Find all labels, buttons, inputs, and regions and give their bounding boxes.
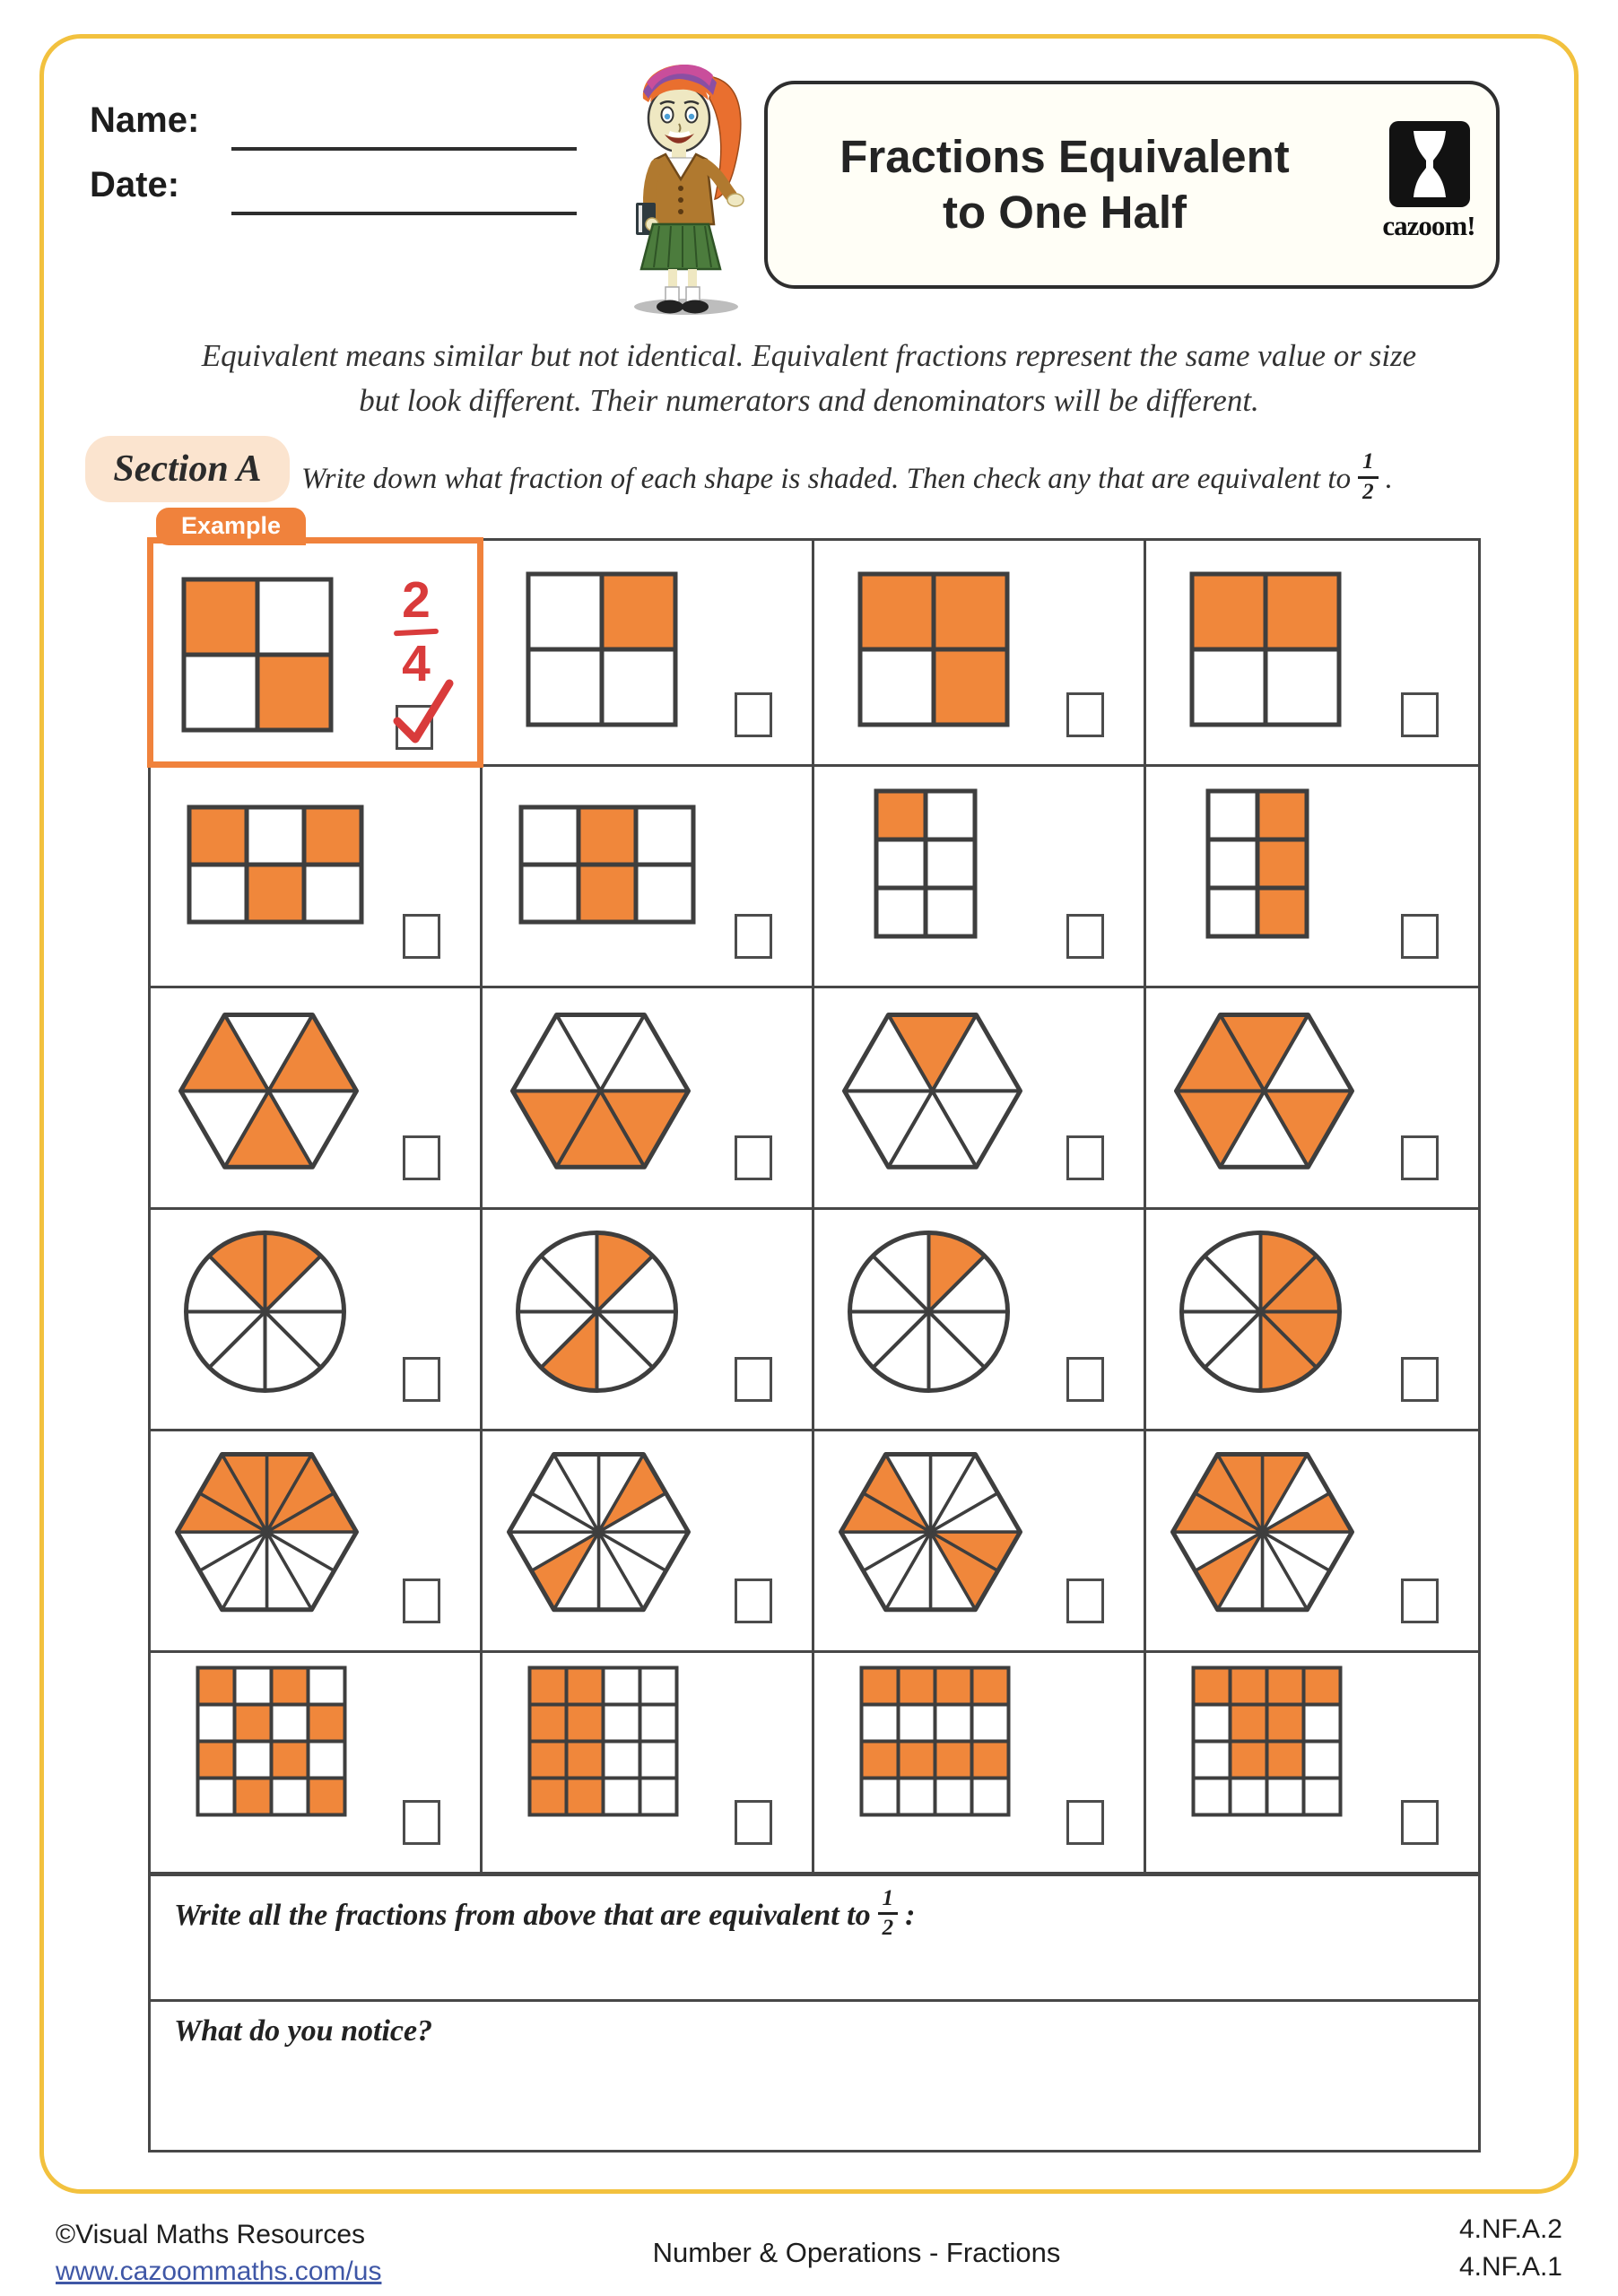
fraction-cell bbox=[483, 767, 814, 988]
intro-text bbox=[108, 334, 1510, 422]
notice-row bbox=[151, 2002, 1478, 2134]
fraction-shape bbox=[527, 1665, 679, 1817]
fraction-denominator: 2 bbox=[1362, 479, 1374, 504]
fraction-cell bbox=[1146, 1653, 1478, 1874]
fraction-shape bbox=[857, 571, 1010, 727]
footer-topic: Number & Operations - Fractions bbox=[652, 2237, 1061, 2268]
equivalent-checkbox[interactable] bbox=[1401, 1135, 1439, 1180]
fraction-shape bbox=[506, 1451, 692, 1613]
example-answer-fraction bbox=[376, 571, 457, 692]
example-checkmark-icon bbox=[390, 674, 457, 746]
fraction-cell bbox=[1146, 541, 1478, 767]
equivalent-checkbox[interactable] bbox=[1401, 1800, 1439, 1845]
equivalent-checkbox[interactable] bbox=[1401, 692, 1439, 737]
title-box bbox=[764, 81, 1500, 289]
equivalent-checkbox[interactable] bbox=[403, 1357, 440, 1402]
fraction-shape bbox=[1191, 1665, 1343, 1817]
fraction-cell bbox=[151, 988, 483, 1210]
equivalent-checkbox[interactable] bbox=[735, 914, 772, 959]
fraction-shape bbox=[1189, 571, 1342, 727]
write-fractions-answer-space[interactable] bbox=[151, 1939, 1478, 1999]
equivalent-checkbox[interactable] bbox=[403, 1135, 440, 1180]
equivalent-checkbox[interactable] bbox=[1401, 914, 1439, 959]
fraction-cell bbox=[483, 1210, 814, 1431]
fraction-shape bbox=[838, 1451, 1023, 1613]
cazoom-logo-text: cazoom! bbox=[1382, 210, 1475, 241]
fraction-cell bbox=[814, 1431, 1146, 1653]
fraction-shape bbox=[1179, 1230, 1343, 1394]
write-fractions-row bbox=[151, 1874, 1478, 2002]
fraction-cell bbox=[151, 767, 483, 988]
fraction-cell bbox=[1146, 767, 1478, 988]
fraction-shape bbox=[196, 1665, 347, 1817]
fraction-shape bbox=[841, 1012, 1023, 1170]
fraction-cell bbox=[1146, 1210, 1478, 1431]
equivalent-checkbox[interactable] bbox=[735, 1357, 772, 1402]
fraction-shape bbox=[847, 1230, 1011, 1394]
fraction-shape bbox=[178, 1012, 360, 1170]
fraction-cell bbox=[483, 1431, 814, 1653]
equivalent-checkbox[interactable] bbox=[735, 1578, 772, 1623]
fraction-cell bbox=[151, 1210, 483, 1431]
write-fractions-suffix: : bbox=[905, 1898, 916, 1932]
standard-code-2: 4.NF.A.1 bbox=[1458, 2252, 1562, 2282]
fraction-denominator: 2 bbox=[882, 1916, 894, 1941]
student-cartoon bbox=[578, 43, 792, 319]
footer-link[interactable]: www.cazoommaths.com/us bbox=[56, 2256, 382, 2286]
fraction-shape bbox=[187, 804, 364, 925]
fraction-cell bbox=[151, 1653, 483, 1874]
instruction-fraction bbox=[1358, 450, 1379, 504]
footer-standards bbox=[1459, 2211, 1562, 2286]
write-fraction bbox=[878, 1887, 899, 1941]
fraction-cell bbox=[814, 1210, 1146, 1431]
equivalent-checkbox[interactable] bbox=[1401, 1357, 1439, 1402]
equivalent-checkbox[interactable] bbox=[735, 692, 772, 737]
date-label: Date: bbox=[90, 165, 180, 204]
fraction-shape bbox=[183, 1230, 347, 1394]
notice-text: What do you notice? bbox=[174, 2014, 433, 2048]
fraction-cell bbox=[814, 988, 1146, 1210]
equivalent-checkbox[interactable] bbox=[1066, 692, 1104, 737]
name-label: Name: bbox=[90, 100, 200, 140]
section-a-label: Section A bbox=[85, 436, 290, 502]
example-fraction-denominator: 4 bbox=[402, 635, 431, 692]
fraction-shape bbox=[859, 1665, 1011, 1817]
equivalent-checkbox[interactable] bbox=[403, 1578, 440, 1623]
fraction-cell bbox=[151, 512, 483, 767]
fraction-shape bbox=[874, 788, 978, 939]
equivalent-checkbox[interactable] bbox=[1066, 1800, 1104, 1845]
cazoom-logo-icon bbox=[1388, 120, 1471, 208]
page-title-line2: to One Half bbox=[942, 187, 1187, 238]
standard-code-1: 4.NF.A.2 bbox=[1458, 2214, 1562, 2244]
fraction-shape bbox=[181, 577, 334, 733]
intro-line1: Equivalent means similar but not identical. Equivalent fractions represent the same value or size bbox=[201, 338, 1417, 373]
fraction-cell bbox=[483, 541, 814, 767]
name-input-line[interactable] bbox=[231, 147, 577, 151]
equivalent-checkbox[interactable] bbox=[735, 1135, 772, 1180]
footer-copyright: ©Visual Maths Resources bbox=[56, 2220, 366, 2249]
fraction-cell bbox=[483, 988, 814, 1210]
example-label: Example bbox=[156, 508, 306, 545]
fraction-shape bbox=[518, 804, 696, 925]
equivalent-checkbox[interactable] bbox=[403, 914, 440, 959]
instruction-suffix: . bbox=[1385, 462, 1393, 495]
equivalent-checkbox[interactable] bbox=[735, 1800, 772, 1845]
fraction-cell bbox=[814, 1653, 1146, 1874]
equivalent-checkbox[interactable] bbox=[1066, 1578, 1104, 1623]
equivalent-checkbox[interactable] bbox=[403, 1800, 440, 1845]
fraction-cell bbox=[814, 541, 1146, 767]
fraction-shape bbox=[1205, 788, 1309, 939]
fraction-shape bbox=[1173, 1012, 1355, 1170]
fraction-cell bbox=[1146, 1431, 1478, 1653]
equivalent-checkbox[interactable] bbox=[1066, 914, 1104, 959]
equivalent-checkbox[interactable] bbox=[1066, 1135, 1104, 1180]
intro-line2: but look different. Their numerators and denominators will be different. bbox=[359, 382, 1259, 418]
notice-answer-space[interactable] bbox=[151, 2065, 1478, 2134]
fraction-shape bbox=[509, 1012, 692, 1170]
fraction-numerator: 1 bbox=[1358, 450, 1379, 478]
fraction-shape bbox=[526, 571, 678, 727]
date-input-line[interactable] bbox=[231, 212, 577, 215]
footer-left bbox=[56, 2217, 381, 2290]
fraction-numerator: 1 bbox=[878, 1887, 899, 1915]
fraction-shape bbox=[515, 1230, 679, 1394]
example-fraction-numerator: 2 bbox=[402, 571, 431, 629]
fraction-shape bbox=[174, 1451, 360, 1613]
fraction-cell bbox=[1146, 988, 1478, 1210]
fraction-shape bbox=[1170, 1451, 1355, 1613]
page-title-line1: Fractions Equivalent bbox=[839, 130, 1290, 182]
write-fractions-text: Write all the fractions from above that are equivalent to bbox=[174, 1898, 871, 1932]
equivalent-checkbox[interactable] bbox=[1401, 1578, 1439, 1623]
fraction-cell bbox=[483, 1653, 814, 1874]
fraction-grid bbox=[148, 512, 1481, 2152]
fraction-cell bbox=[814, 767, 1146, 988]
equivalent-checkbox[interactable] bbox=[1066, 1357, 1104, 1402]
fraction-cell bbox=[151, 1431, 483, 1653]
instruction-text: Write down what fraction of each shape is shaded. Then check any that are equivalent to bbox=[301, 462, 1352, 495]
page-title bbox=[790, 129, 1339, 240]
section-a-instruction bbox=[301, 443, 1521, 515]
